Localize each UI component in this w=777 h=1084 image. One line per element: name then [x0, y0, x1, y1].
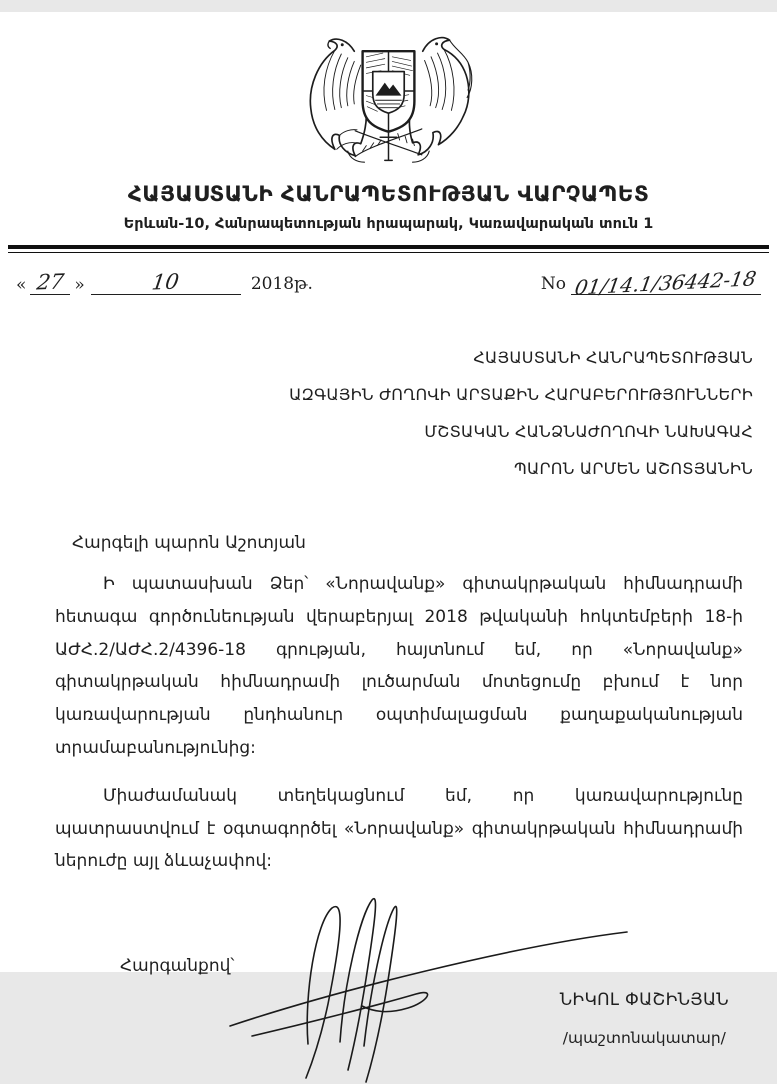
letterhead-title: ՀԱՅԱՍՏԱՆԻ ՀԱՆՐԱՊԵՏՈՒԹՅԱՆ ՎԱՐՉԱՊԵՏ — [127, 182, 650, 207]
recipient-line: ՊԱՐՈՆ ԱՐՄԵՆ ԱՇՈՏՅԱՆԻՆ — [514, 459, 753, 478]
respectfully-label: Հարգանքով՝ — [120, 956, 235, 977]
letterhead-address: Երևան-10, Հանրապետության հրապարակ, Կառավարական տուն 1 — [123, 216, 654, 232]
reference-row — [16, 261, 761, 300]
armenia-coat-of-arms-icon — [296, 12, 481, 170]
handwritten-signature-icon — [212, 874, 642, 1084]
date-month-underline — [91, 271, 241, 295]
signer-status: /պաշտոնակատար/ — [562, 1029, 726, 1048]
closing-area — [0, 882, 777, 1078]
date-day-underline — [30, 271, 70, 295]
body-paragraph: Միաժամանակ տեղեկացնում եմ, որ կառավարությունը պատրաստվում է օգտագործել «Նորավանք» գիտակրթական հիմնադրամի ներուժը այլ ձևաչափով: — [55, 785, 743, 872]
date-close-quote: » — [74, 275, 85, 295]
date-day-value: 27 — [35, 269, 66, 295]
date-open-quote: « — [16, 275, 27, 295]
recipient-block — [0, 339, 777, 487]
recipient-line: ՀԱՅԱՍՏԱՆԻ ՀԱՆՐԱՊԵՏՈՒԹՅԱՆ — [473, 348, 753, 367]
document-number-field — [540, 266, 761, 300]
number-value: 01/14.1/36442-18 — [573, 266, 759, 300]
number-label: No — [540, 274, 566, 294]
signature-block — [560, 990, 729, 1047]
scanned-letter-page — [0, 12, 777, 1048]
recipient-line: ՄՇՏԱԿԱՆ ՀԱՆՁՆԱԺՈՂՈՎԻ ՆԱԽԱԳԱՀ — [424, 422, 753, 441]
date-year-label: 2018թ. — [250, 274, 313, 294]
date-month-value: 10 — [150, 269, 181, 295]
salutation: Հարգելի պարոն Աշոտյան — [72, 533, 306, 553]
recipient-line: ԱԶԳԱՅԻՆ ԺՈՂՈՎԻ ԱՐՏԱՔԻՆ ՀԱՐԱԲԵՐՈՒԹՅՈՒՆՆԵՐԻ — [289, 385, 753, 404]
body-paragraph: Ի պատասխան Ձեր՝ «Նորավանք» գիտակրթական հիմնադրամի հետագա գործունեության վերաբերյալ 2018 թվականի հոկտեմբերի 18-ի ԱԺՀ.2/ԱԺՀ.2/4396-18 գրության, հայտնում եմ, որ «Նորավանք» գիտակրթական հիմնադրամի լուծարման մոտեցումը բխում է նոր կառավարության ընդհանուր օպտիմալացման քաղաքականության տրամաբանությունից: — [55, 574, 743, 758]
signer-name: ՆԻԿՈԼ ՓԱՇԻՆՅԱՆ — [559, 990, 729, 1011]
number-underline — [571, 266, 761, 300]
divider-rule — [8, 245, 769, 253]
